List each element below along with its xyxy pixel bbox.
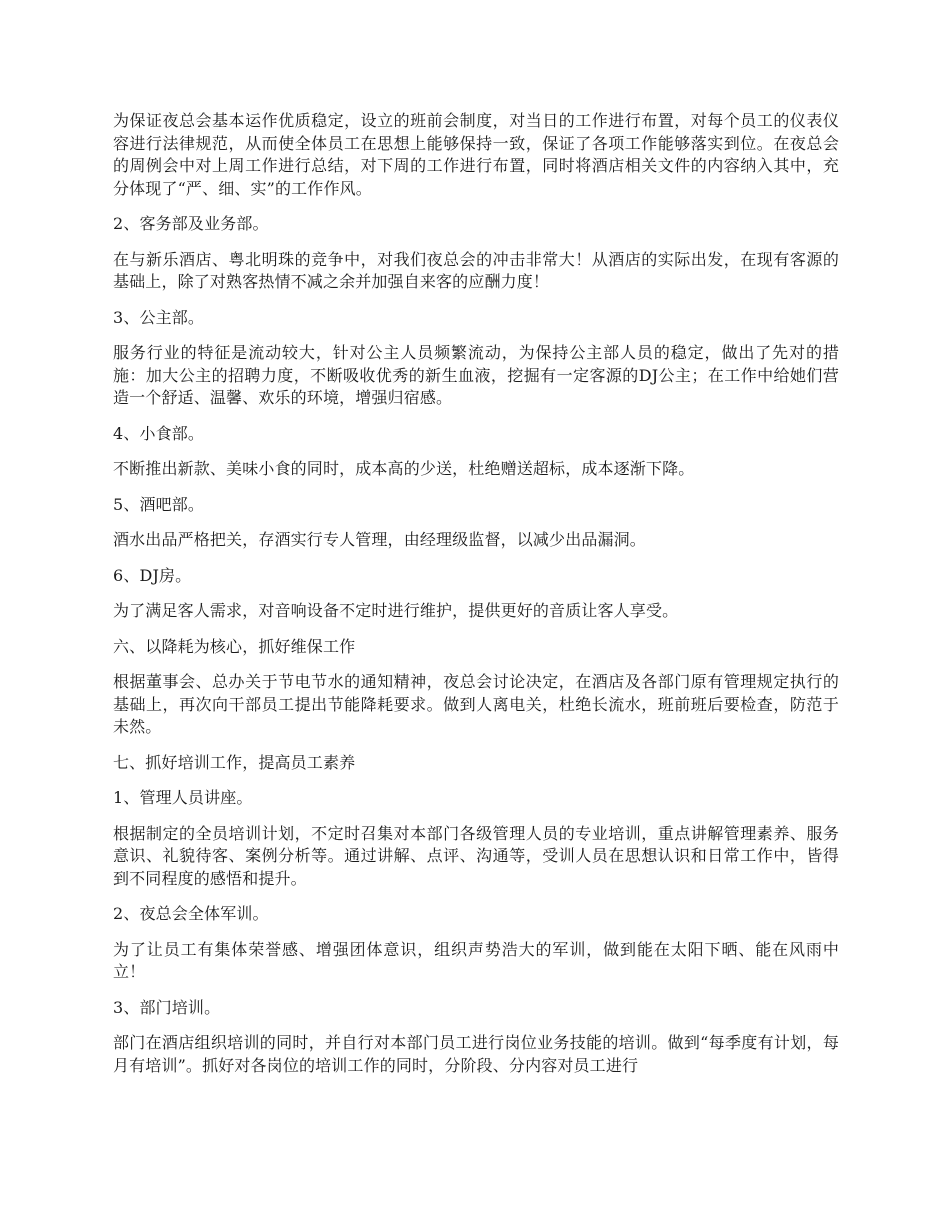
paragraph-snack-dept: 不断推出新款、美味小食的同时，成本高的少送，杜绝赠送超标，成本逐渐下降。 xyxy=(113,459,695,478)
paragraph-department-training: 部门在酒店组织培训的同时，并自行对本部门员工进行岗位业务技能的培训。做到“每季度有计划，每月有培训”。抓好对各岗位的培训工作的同时，分阶段、分内容对员工进行 xyxy=(113,1033,839,1075)
heading-dj-room: 6、DJ房。 xyxy=(113,565,192,585)
heading-guest-service-dept: 2、客务部及业务部。 xyxy=(113,214,269,233)
paragraph-guest-service-dept: 在与新乐酒店、粤北明珠的竞争中，对我们夜总会的冲击非常大！从酒店的实际出发，在现有客源的基础上，除了对熟客热情不减之余并加强自来客的应酬力度！ xyxy=(113,249,839,291)
document-body xyxy=(113,110,839,1090)
section-heading-energy-saving: 六、以降耗为核心，抓好维保工作 xyxy=(113,636,356,656)
paragraph-pre-shift-meeting: 为保证夜总会基本运作优质稳定，设立的班前会制度，对当日的工作进行布置，对每个员工的仪表仪容进行法律规范，从而使全体员工在思想上能够保持一致，保证了各项工作能够落实到位。在夜总会的周例会中对上周工作进行总结，对下周的工作进行布置，同时将酒店相关文件的内容纳入其中，充分体现了“严、细、实”的工作作风。 xyxy=(113,111,839,198)
paragraph-military-training: 为了让员工有集体荣誉感、增强团体意识，组织声势浩大的军训，做到能在太阳下晒、能在风雨中立！ xyxy=(113,939,839,981)
paragraph-hostess-dept: 服务行业的特征是流动较大，针对公主人员频繁流动，为保持公主部人员的稳定，做出了先对的措施：加大公主的招聘力度，不断吸收优秀的新生血液，挖掘有一定客源的DJ公主；在工作中给她们营造一个舒适、温馨、欢乐的环境，增强归宿感。 xyxy=(113,343,839,407)
heading-snack-dept: 4、小食部。 xyxy=(113,423,205,443)
heading-department-training: 3、部门培训。 xyxy=(113,997,221,1017)
heading-military-training: 2、夜总会全体军训。 xyxy=(113,904,269,923)
paragraph-dj-room: 为了满足客人需求，对音响设备不定时进行维护，提供更好的音质让客人享受。 xyxy=(113,601,679,620)
heading-bar-dept: 5、酒吧部。 xyxy=(113,494,205,514)
heading-hostess-dept: 3、公主部。 xyxy=(113,307,205,327)
section-heading-training: 七、抓好培训工作，提高员工素养 xyxy=(113,752,356,772)
heading-management-lectures: 1、管理人员讲座。 xyxy=(113,788,253,807)
paragraph-management-lectures: 根据制定的全员培训计划，不定时召集对本部门各级管理人员的专业培训，重点讲解管理素养、服务意识、礼貌待客、案例分析等。通过讲解、点评、沟通等，受训人员在思想认识和日常工作中，皆得到不同程度的感悟和提升。 xyxy=(113,823,839,888)
paragraph-energy-saving: 根据董事会、总办关于节电节水的通知精神，夜总会讨论决定，在酒店及各部门原有管理规定执行的基础上，再次向干部员工提出节能降耗要求。做到人离电关，杜绝长流水，班前班后要检查，防范于未然。 xyxy=(113,672,839,736)
paragraph-bar-dept: 酒水出品严格把关，存酒实行专人管理，由经理级监督，以减少出品漏洞。 xyxy=(113,530,646,549)
